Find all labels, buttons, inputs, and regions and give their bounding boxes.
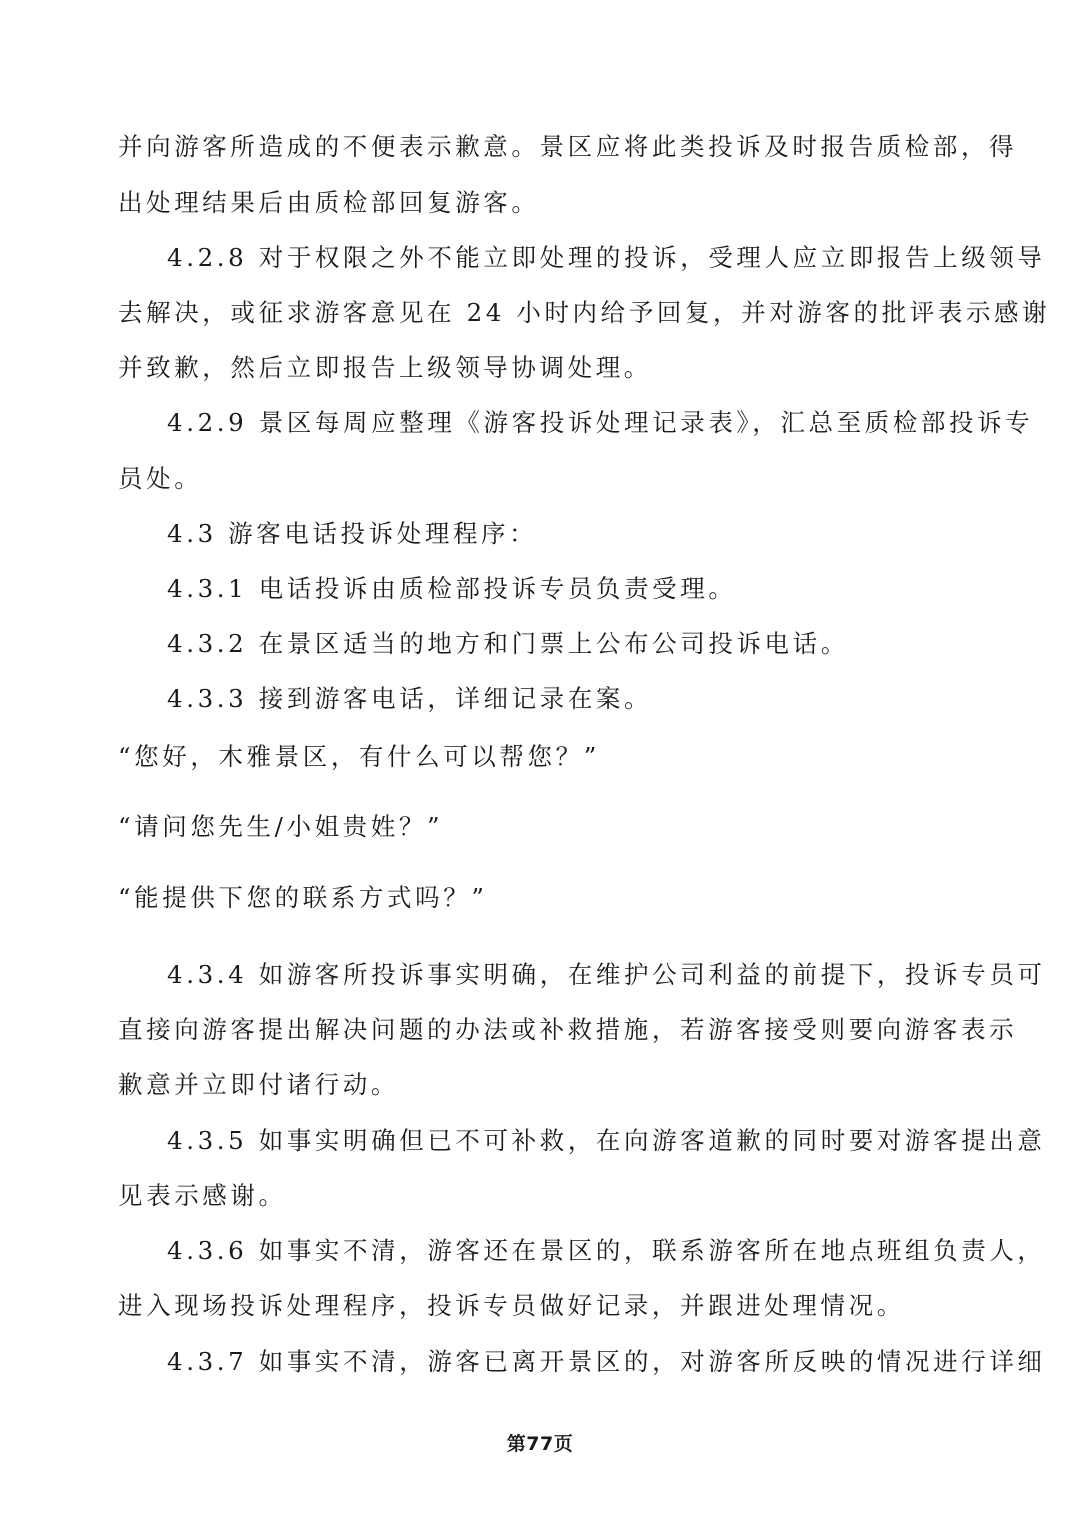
paragraph-4-3-1: 4.3.1 电话投诉由质检部投诉专员负责受理。 [167, 574, 737, 603]
body-text-line: 并致歉，然后立即报告上级领导协调处理。 [118, 353, 652, 382]
body-text-line: 直接向游客提出解决问题的办法或补救措施，若游客接受则要向游客表示 [118, 1015, 1018, 1044]
phone-script-greeting: “您好，木雅景区，有什么可以帮您？” [118, 742, 600, 771]
page-number: 第77页 [506, 1433, 574, 1455]
phone-script-contact: “能提供下您的联系方式吗？” [118, 883, 488, 912]
section-heading-4-3: 4.3 游客电话投诉处理程序： [167, 519, 538, 548]
body-text-line: 进入现场投诉处理程序，投诉专员做好记录，并跟进处理情况。 [118, 1291, 905, 1320]
phone-script-name: “请问您先生/小姐贵姓？” [118, 812, 444, 841]
paragraph-4-2-9: 4.2.9 景区每周应整理《游客投诉处理记录表》，汇总至质检部投诉专 [167, 408, 1034, 437]
paragraph-4-2-8: 4.2.8 对于权限之外不能立即处理的投诉，受理人应立即报告上级领导 [167, 243, 1046, 272]
paragraph-4-3-6: 4.3.6 如事实不清，游客还在景区的，联系游客所在地点班组负责人， [167, 1236, 1046, 1265]
paragraph-4-3-7: 4.3.7 如事实不清，游客已离开景区的，对游客所反映的情况进行详细 [167, 1347, 1046, 1376]
body-text-line: 员处。 [118, 464, 203, 493]
paragraph-4-3-5: 4.3.5 如事实明确但已不可补救，在向游客道歉的同时要对游客提出意 [167, 1126, 1046, 1155]
paragraph-4-3-3: 4.3.3 接到游客电话，详细记录在案。 [167, 684, 653, 713]
body-text-line: 去解决，或征求游客意见在 24 小时内给予回复，并对游客的批评表示感谢 [118, 298, 1051, 327]
paragraph-4-3-4: 4.3.4 如游客所投诉事实明确，在维护公司利益的前提下，投诉专员可 [167, 960, 1046, 989]
body-text-line: 并向游客所造成的不便表示歉意。景区应将此类投诉及时报告质检部，得 [118, 132, 1018, 161]
paragraph-4-3-2: 4.3.2 在景区适当的地方和门票上公布公司投诉电话。 [167, 629, 849, 658]
body-text-line: 见表示感谢。 [118, 1181, 287, 1210]
body-text-line: 出处理结果后由质检部回复游客。 [118, 188, 540, 217]
body-text-line: 歉意并立即付诸行动。 [118, 1070, 399, 1099]
